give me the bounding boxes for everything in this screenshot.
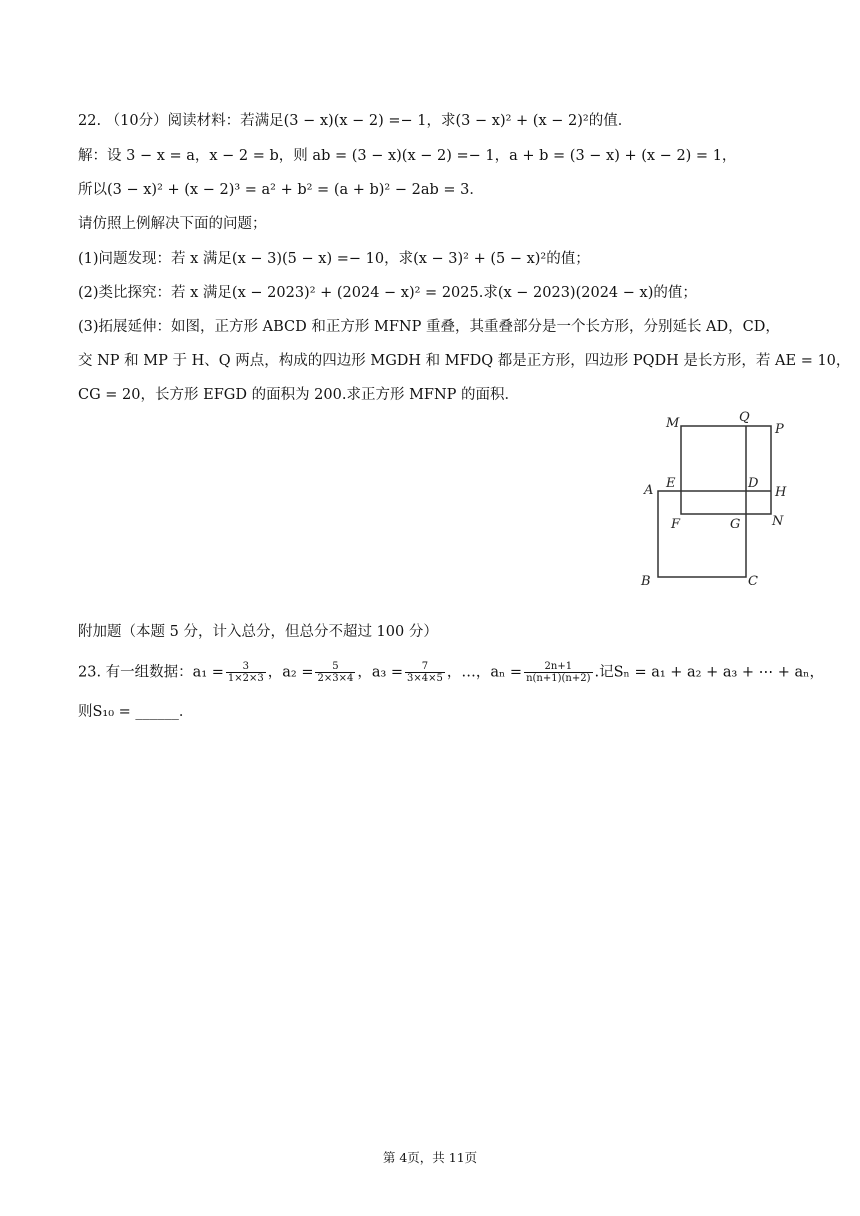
problem-23-line-1 (78, 661, 824, 684)
an-label: ，…，aₙ = (446, 664, 523, 681)
problem-23-line-2: 则S₁₀ = ______． (78, 704, 194, 720)
a1-fraction (226, 661, 266, 684)
label-h: H (775, 485, 787, 500)
square-abcd (658, 491, 746, 577)
a3-label: ，a₃ = (357, 664, 404, 681)
an-numerator: 2n+1 (524, 661, 592, 673)
question-2: (2)类比探究：若 x 满足(x − 2023)² + (2024 − x)² = 2025.求(x − 2023)(2024 − x)的值； (78, 285, 697, 301)
problem-22-header: 22. （10分）阅读材料：若满足(3 − x)(x − 2) =− 1，求(3 − x)² + (x − 2)²的值． (78, 113, 633, 129)
a2-numerator: 5 (315, 661, 355, 673)
label-b: B (641, 574, 651, 589)
a3-fraction (405, 661, 445, 684)
a3-denominator: 3×4×5 (407, 673, 443, 684)
solution-line-2: 所以(3 − x)² + (x − 2)³ = a² + b² = (a + b)² − 2ab = 3． (78, 182, 484, 198)
square-mfnp (681, 426, 771, 514)
question-3-line-3: CG = 20，长方形 EFGD 的面积为 200.求正方形 MFNP 的面积． (78, 387, 520, 403)
label-f: F (671, 517, 681, 532)
a2-label: ，a₂ = (267, 664, 314, 681)
page-footer: 第 4页，共 11页 (382, 1150, 478, 1165)
a2-fraction (315, 661, 355, 684)
label-g: G (730, 517, 741, 532)
geometry-figure (630, 405, 805, 595)
question-1: (1)问题发现：若 x 满足(x − 3)(5 − x) =− 10，求(x − 3)² + (5 − x)²的值； (78, 251, 590, 267)
label-p: P (775, 422, 784, 437)
label-d: D (748, 476, 759, 491)
a3-numerator: 7 (405, 661, 445, 673)
label-a: A (644, 483, 654, 498)
a2-denominator: 2×3×4 (317, 673, 354, 684)
a1-numerator: 3 (226, 661, 266, 673)
a1-label: a₁ = (192, 664, 224, 681)
an-fraction (524, 661, 592, 684)
label-m: M (666, 416, 680, 431)
problem-23-prefix: 23. 有一组数据： (78, 664, 193, 681)
a1-denominator: 1×2×3 (227, 673, 264, 684)
an-denominator: n(n+1)(n+2) (526, 673, 591, 684)
question-3-line-2: 交 NP 和 MP 于 H、Q 两点，构成的四边形 MGDH 和 MFDQ 都是正方形，四边形 PQDH 是长方形，若 AE = 10， (78, 353, 851, 369)
bonus-title: 附加题（本题 5 分，计入总分，但总分不超过 100 分） (78, 624, 438, 640)
instruction-line: 请仿照上例解决下面的问题； (78, 216, 267, 232)
solution-line-1: 解：设 3 − x = a，x − 2 = b，则 ab = (3 − x)(x − 2) =− 1，a + b = (3 − x) + (x − 2) = 1， (78, 148, 737, 164)
problem-23-suffix: .记Sₙ = a₁ + a₂ + a₃ + ⋯ + aₙ， (594, 664, 824, 681)
question-3-line-1: (3)拓展延伸：如图，正方形 ABCD 和正方形 MFNP 重叠，其重叠部分是一个长方形，分别延长 AD，CD， (78, 319, 780, 335)
label-n: N (772, 514, 784, 529)
label-e: E (666, 476, 676, 491)
label-q: Q (739, 410, 750, 425)
label-c: C (748, 574, 758, 589)
